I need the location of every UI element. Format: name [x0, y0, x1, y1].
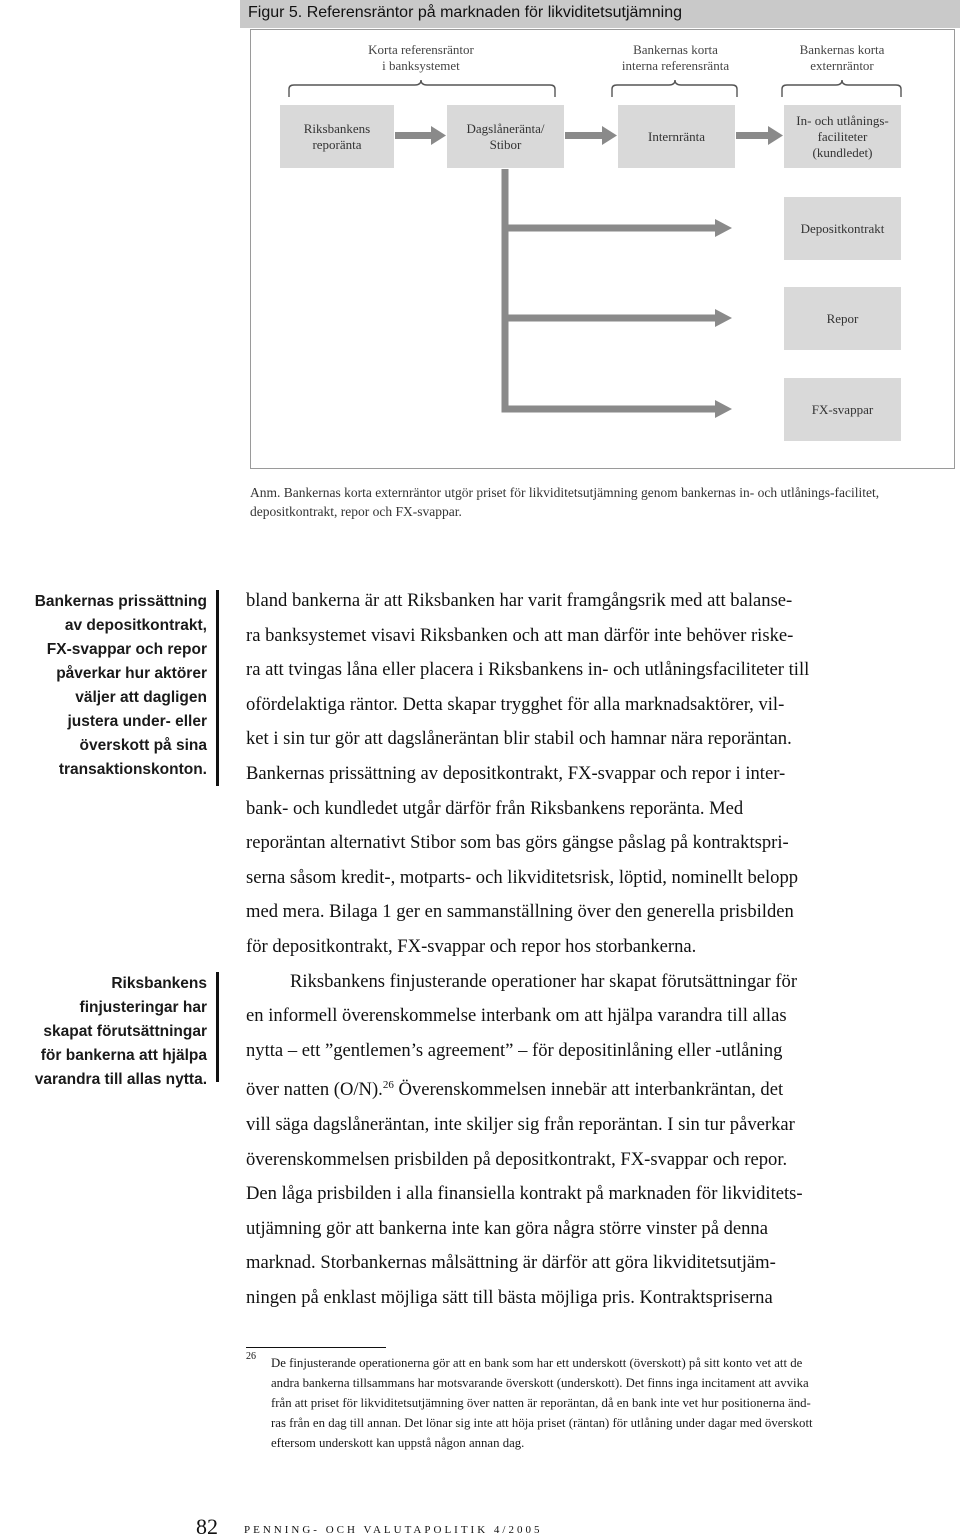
figure-note: Anm. Bankernas korta externräntor utgör priset för likviditetsutjämning genom bankernas in- och utlånings-facilitet, depositkontrakt, repor och FX-svappar.: [250, 485, 880, 519]
body-line-with-footnote: över natten (O/N).$^{26}$ Överenskommelsen innebär att interbankräntan, det: [246, 1079, 784, 1101]
sidenote-prissattning: Bankernas prissättning av depositkontrakt, FX-svappar och repor påverkar hur aktörer väljer att dagligen justera under- eller överskott på sina transaktionskonton.: [34, 593, 207, 778]
body-line: bland bankerna är att Riksbanken har varit framgångsrik med att balanse-: [246, 590, 793, 611]
figure-title: Figur 5. Referensräntor på marknaden för likviditetsutjämning: [248, 4, 682, 21]
body-line: ofördelaktiga räntor. Detta skapar trygghet för alla marknadsaktörer, vil-: [246, 693, 785, 715]
body-line: med mera. Bilaga 1 ger en sammanställning över den generella prisbilden: [246, 901, 794, 923]
arrow-head-2: [602, 126, 617, 145]
arrow-head-deposit: [715, 219, 732, 237]
arrow-head-fx: [715, 400, 732, 418]
body-line: ra banksystemet visavi Riksbanken och att man därför inte behöver riske-: [246, 624, 794, 646]
page-number: 82: [196, 1514, 218, 1539]
sidenote-rule-1: [216, 590, 219, 786]
body-line: utjämning gör att bankerna inte kan göra några större vinster på denna: [246, 1217, 768, 1239]
group-label-internal-rate: Bankernas korta interna referensränta: [621, 42, 730, 73]
brace-external-rates: [782, 80, 901, 97]
group-label-short-rates: Korta referensräntor i banksystemet: [368, 42, 474, 73]
body-text: [246, 584, 960, 1316]
body-line: för depositkontrakt, FX-svappar och repor hos storbankerna.: [246, 935, 697, 957]
brace-short-rates: [289, 80, 555, 97]
footnote-line: ras från en dag till annan. Det lönar sig inte att höja priset (räntan) för utlåning under dagar med överskott: [271, 1416, 813, 1430]
arrow-head-3: [768, 126, 783, 145]
box-dagslaneranta-stibor: Dagslåneränta/ Stibor: [447, 105, 564, 168]
footnote-reference[interactable]: 26: [382, 1079, 394, 1092]
sidenote-rule-2: [216, 972, 219, 1082]
body-line: en informell överenskommelse interbank om att hjälpa varandra till allas: [246, 1005, 787, 1027]
brace-internal-rate: [612, 80, 737, 97]
box-repor: Repor: [784, 287, 901, 350]
group-label-external-rates: Bankernas korta externräntor: [799, 42, 885, 73]
footnote-text: [271, 1353, 960, 1453]
body-line: serna såsom kredit-, motparts- och likviditetsrisk, löptid, nominellt belopp: [246, 866, 799, 888]
box-riksbankens-reporanta: Riksbankens reporänta: [280, 105, 394, 168]
sidenote-finjusteringar: Riksbankens finjusteringar har skapat förutsättningar för bankerna att hjälpa varandra till allas nytta.: [34, 975, 207, 1088]
arrow-head-repor: [715, 309, 732, 327]
box-internranta: Internränta: [618, 105, 735, 168]
body-line: vill säga dagslåneräntan, inte skiljer sig från reporäntan. I sin tur påverkar: [246, 1114, 795, 1136]
footnote-line: eftersom underskott kan uppstå någon annan dag.: [271, 1436, 525, 1450]
body-line: marknad. Storbankernas målsättning är därför att göra likviditetsutjäm-: [246, 1252, 776, 1274]
arrow-shaft-3: [736, 132, 768, 139]
footnote-line: De finjusterande operationerna gör att en bank som har ett underskott (överskott) på sitt konto vet att de: [271, 1356, 803, 1370]
body-line: nytta – ett ”gentlemen’s agreement” – för depositinlåning eller -utlåning: [246, 1039, 783, 1061]
body-line: Riksbankens finjusterande operationer har skapat förutsättningar för: [290, 970, 798, 992]
body-line: ket i sin tur gör att dagslåneräntan blir stabil och hamnar nära reporäntan.: [246, 728, 792, 750]
body-line: bank- och kundledet utgår därför från Riksbankens reporänta. Med: [246, 797, 744, 819]
box-depositkontrakt: Depositkontrakt: [784, 197, 901, 260]
arrow-head-1: [431, 126, 446, 145]
body-line: Bankernas prissättning av depositkontrakt, FX-svappar och repor i inter-: [246, 762, 786, 784]
body-line: Den låga prisbilden i alla finansiella kontrakt på marknaden för likviditets-: [246, 1183, 803, 1205]
body-line: överenskommelsen prisbilden på depositkontrakt, FX-svappar och repor.: [246, 1148, 788, 1170]
box-fx-svappar: FX-svappar: [784, 378, 901, 441]
running-head: PENNING- OCH VALUTAPOLITIK 4/2005: [244, 1524, 543, 1536]
footnote-rule: [246, 1347, 386, 1348]
body-line: ningen på enklast möjliga sätt till bästa möjliga pris. Kontraktspriserna: [246, 1287, 773, 1309]
body-line: reporäntan alternativt Stibor som bas görs gängse påslag på kontraktspri-: [246, 832, 789, 854]
footnote-number: 26: [246, 1351, 256, 1362]
arrow-shaft-1: [395, 132, 431, 139]
footnote-line: andra bankerna tillsammans har motsvarande överskott (underskott). Det finns inga incitament att avvika: [271, 1376, 809, 1390]
arrow-shaft-2: [565, 132, 602, 139]
footnote-line: från att priset för likviditetsutjämning över natten är reporäntan, då en bank inte vet hur positionerna änd-: [271, 1396, 811, 1410]
body-line: ra att tvingas låna eller placera i Riksbankens in- och utlåningsfaciliteter till: [246, 659, 810, 681]
box-in-och-utlaningsfaciliteter: In- och utlånings- faciliteter (kundledet): [784, 105, 901, 168]
branch-connector: [505, 169, 715, 409]
